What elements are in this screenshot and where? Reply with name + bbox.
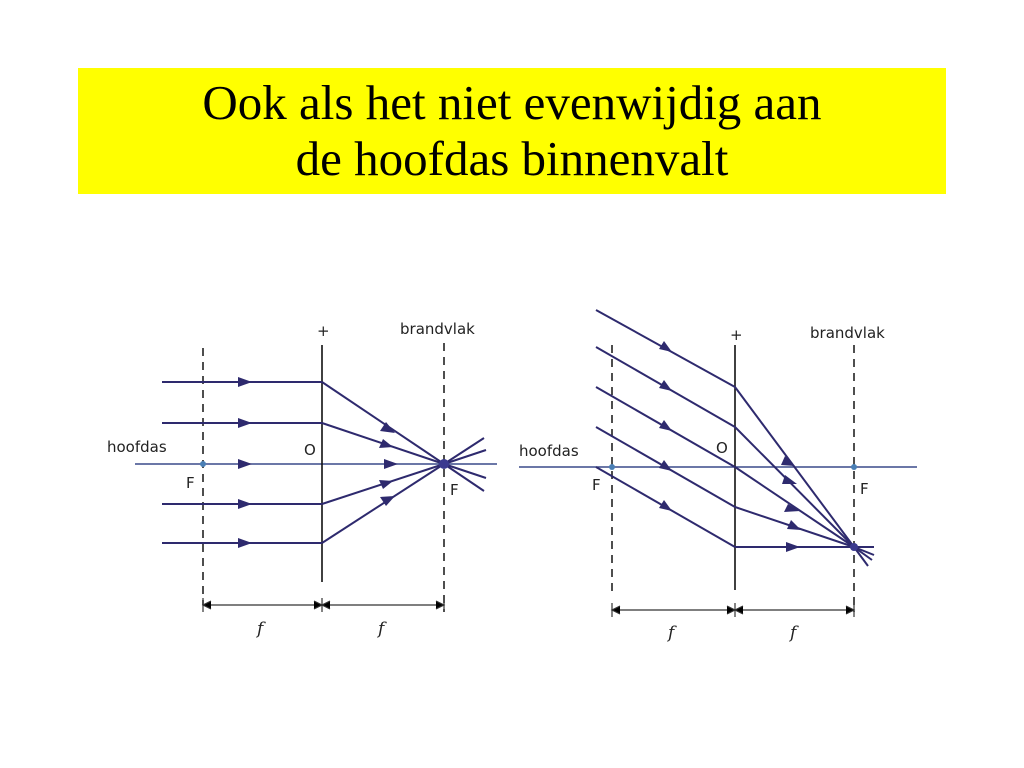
right-focal-label-front: F (592, 476, 601, 494)
left-ray-5-out (322, 464, 444, 543)
diagram-right-oblique-rays (519, 310, 917, 643)
right-arrowhead (659, 380, 672, 391)
right-dimension-arrow (846, 606, 854, 614)
left-dimension-arrow (436, 601, 444, 609)
right-brandvlak-label: brandvlak (810, 324, 885, 342)
right-focal-distance-label-2: f (790, 623, 797, 643)
left-arrowhead (238, 377, 252, 387)
right-arrowhead (786, 542, 800, 552)
right-arrowhead (659, 500, 672, 511)
left-optical-center-label: O (304, 441, 316, 459)
left-dimension-arrow (322, 601, 330, 609)
right-dimension-arrow (612, 606, 620, 614)
left-ray-4-beyond (444, 450, 486, 464)
left-arrowhead (384, 459, 398, 469)
left-arrowhead (379, 439, 393, 448)
right-focal-distance-label-1: f (668, 623, 675, 643)
right-optical-center-label: O (716, 439, 728, 457)
right-arrowhead (659, 420, 672, 431)
right-arrowhead (659, 460, 672, 471)
left-dimension-arrow (203, 601, 211, 609)
right-arrowhead (787, 520, 801, 530)
left-arrowhead (379, 480, 393, 489)
left-arrowhead (238, 538, 252, 548)
left-hoofdas-label: hoofdas (107, 438, 167, 456)
left-focal-label-back: F (450, 481, 459, 499)
right-lens-plus-label: + (730, 326, 743, 344)
right-focal-label-back: F (860, 480, 869, 498)
left-focal-distance-label-1: f (257, 619, 264, 639)
left-focal-label-front: F (186, 474, 195, 492)
left-ray-1-out (322, 382, 444, 464)
right-ray-3-out (735, 467, 854, 547)
left-arrowhead (238, 459, 252, 469)
left-arrowhead (238, 418, 252, 428)
right-hoofdas-label: hoofdas (519, 442, 579, 460)
left-focal-distance-label-2: f (378, 619, 385, 639)
right-focal-point-front (609, 464, 615, 470)
left-focal-point-front (200, 461, 206, 467)
left-brandvlak-label: brandvlak (400, 320, 475, 338)
right-focal-point-back (851, 464, 857, 470)
right-arrowhead (659, 341, 672, 352)
title-line-1: Ook als het niet evenwijdig aan (202, 75, 822, 130)
left-focal-point-back (439, 459, 449, 469)
left-ray-2-beyond (444, 464, 486, 478)
title-line-2: de hoofdas binnenvalt (295, 131, 729, 186)
right-convergence-point (850, 543, 858, 551)
left-ray-5-beyond (444, 438, 484, 464)
diagram-left-parallel-rays (107, 320, 497, 639)
left-arrowhead (238, 499, 252, 509)
right-dimension-arrow (735, 606, 743, 614)
left-lens-plus-label: + (317, 322, 330, 340)
